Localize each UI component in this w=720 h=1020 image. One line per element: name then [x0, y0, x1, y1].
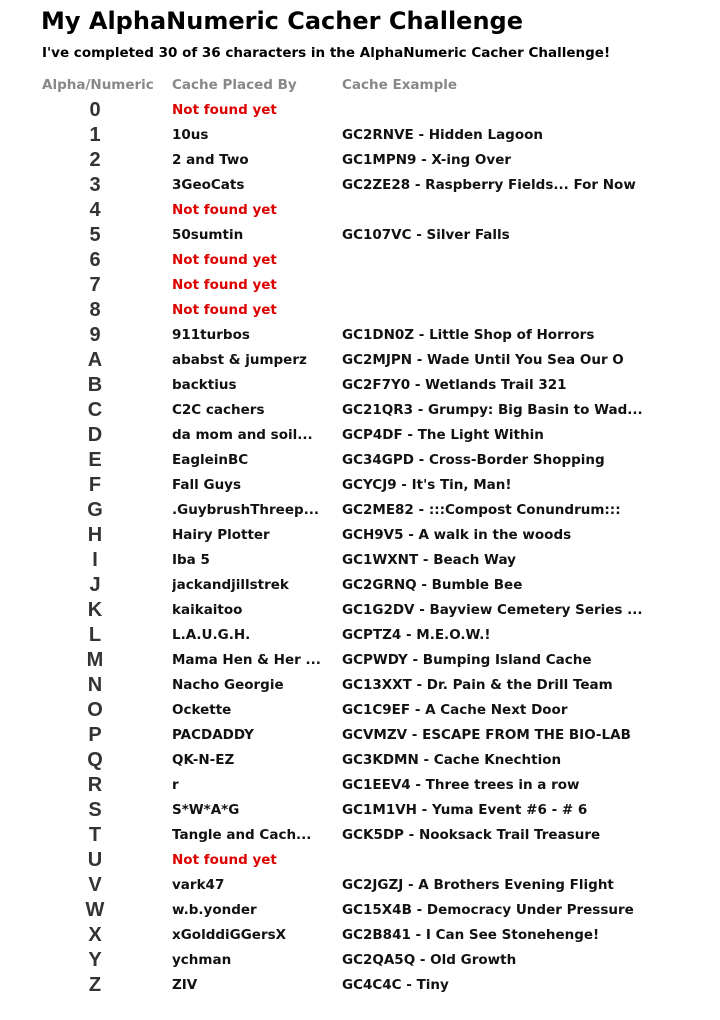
character-cell: G [87, 499, 103, 521]
character-cell: R [87, 774, 103, 796]
character-cell: P [88, 724, 102, 746]
cache-example-link[interactable]: GC2ME82 - :::Compost Conundrum::: [342, 502, 621, 518]
character-cell: C [87, 399, 103, 421]
not-found-status: Not found yet [172, 277, 277, 293]
placer-cell[interactable]: kaikaitoo [172, 602, 243, 618]
placer-cell[interactable]: ychman [172, 952, 232, 968]
not-found-status: Not found yet [172, 102, 277, 118]
table-row [0, 223, 720, 248]
table-row [0, 373, 720, 398]
cache-example-link[interactable]: GC2QA5Q - Old Growth [342, 952, 517, 968]
cache-example-link[interactable]: GC2RNVE - Hidden Lagoon [342, 127, 544, 143]
cache-example-link[interactable]: GCPTZ4 - M.E.O.W.! [342, 627, 491, 643]
character-cell: F [88, 474, 102, 496]
not-found-status: Not found yet [172, 252, 277, 268]
column-header-alpha-numeric: Alpha/Numeric [42, 77, 154, 93]
table-row [0, 448, 720, 473]
cache-example-link[interactable]: GCPWDY - Bumping Island Cache [342, 652, 592, 668]
table-row [0, 323, 720, 348]
placer-cell[interactable]: vark47 [172, 877, 225, 893]
character-cell: M [86, 649, 104, 671]
character-cell: A [87, 349, 103, 371]
cache-example-link[interactable]: GC1WXNT - Beach Way [342, 552, 516, 568]
character-cell: E [88, 449, 102, 471]
character-cell: T [88, 824, 102, 846]
not-found-status: Not found yet [172, 302, 277, 318]
progress-summary: I've completed 30 of 36 characters in the AlphaNumeric Cacher Challenge! [42, 45, 611, 61]
table-row [0, 573, 720, 598]
character-cell: V [88, 874, 102, 896]
character-cell: 8 [89, 299, 101, 321]
table-row [0, 348, 720, 373]
table-row [0, 273, 720, 298]
cache-example-link[interactable]: GC1MPN9 - X-ing Over [342, 152, 512, 168]
cache-example-link[interactable]: GCYCJ9 - It's Tin, Man! [342, 477, 512, 493]
cache-example-link[interactable]: GC15X4B - Democracy Under Pressure [342, 902, 634, 918]
table-row [0, 923, 720, 948]
placer-cell[interactable]: Ockette [172, 702, 232, 718]
table-row [0, 748, 720, 773]
character-cell: 4 [89, 199, 101, 221]
cache-example-link[interactable]: GC2GRNQ - Bumble Bee [342, 577, 523, 593]
not-found-status: Not found yet [172, 202, 277, 218]
character-cell: 9 [89, 324, 101, 346]
table-row [0, 498, 720, 523]
cache-example-link[interactable]: GC2F7Y0 - Wetlands Trail 321 [342, 377, 567, 393]
placer-cell[interactable]: ZIV [172, 977, 198, 993]
placer-cell[interactable]: PACDADDY [172, 727, 254, 743]
cache-example-link[interactable]: GC13XXT - Dr. Pain & the Drill Team [342, 677, 613, 693]
page-title: My AlphaNumeric Cacher Challenge [41, 7, 524, 35]
character-cell: N [87, 674, 103, 696]
character-cell: Y [88, 949, 102, 971]
placer-cell[interactable]: L.A.U.G.H. [172, 627, 251, 643]
table-row [0, 898, 720, 923]
character-cell: 5 [89, 224, 101, 246]
placer-cell[interactable]: .GuybrushThreep... [172, 502, 320, 518]
table-row [0, 773, 720, 798]
table-row [0, 823, 720, 848]
character-cell: H [87, 524, 103, 546]
placer-cell[interactable]: Hairy Plotter [172, 527, 270, 543]
character-cell: B [87, 374, 103, 396]
character-cell: L [88, 624, 102, 646]
cache-example-link[interactable]: GC2JGZJ - A Brothers Evening Flight [342, 877, 614, 893]
table-row [0, 123, 720, 148]
placer-cell[interactable]: 911turbos [172, 327, 250, 343]
table-row [0, 423, 720, 448]
table-row [0, 673, 720, 698]
placer-cell[interactable]: 2 and Two [172, 152, 249, 168]
table-row [0, 548, 720, 573]
cache-example-link[interactable]: GC4C4C - Tiny [342, 977, 449, 993]
placer-cell[interactable]: S*W*A*G [172, 802, 240, 818]
character-cell: W [85, 899, 105, 921]
table-row [0, 698, 720, 723]
placer-cell[interactable]: w.b.yonder [172, 902, 257, 918]
cache-example-link[interactable]: GC1DN0Z - Little Shop of Horrors [342, 327, 595, 343]
column-header-cache-example: Cache Example [342, 77, 458, 93]
table-row [0, 173, 720, 198]
not-found-status: Not found yet [172, 852, 277, 868]
table-row [0, 198, 720, 223]
placer-cell[interactable]: r [172, 777, 179, 793]
placer-cell[interactable]: EagleinBC [172, 452, 249, 468]
character-cell: 0 [89, 99, 101, 121]
placer-cell[interactable]: 50sumtin [172, 227, 244, 243]
placer-cell[interactable]: C2C cachers [172, 402, 265, 418]
cache-example-link[interactable]: GC2MJPN - Wade Until You Sea Our O [342, 352, 624, 368]
placer-cell[interactable]: ababst & jumperz [172, 352, 307, 368]
placer-cell[interactable]: 3GeoCats [172, 177, 245, 193]
cache-example-link[interactable]: GC3KDMN - Cache Knechtion [342, 752, 562, 768]
placer-cell[interactable]: xGolddiGGersX [172, 927, 287, 943]
placer-cell[interactable]: Nacho Georgie [172, 677, 284, 693]
table-row [0, 473, 720, 498]
character-cell: U [87, 849, 103, 871]
cache-example-link[interactable]: GCVMZV - ESCAPE FROM THE BIO-LAB [342, 727, 631, 743]
character-cell: 2 [89, 149, 101, 171]
cache-example-link[interactable]: GC2ZE28 - Raspberry Fields... For Now [342, 177, 636, 193]
character-cell: 7 [89, 274, 101, 296]
character-cell: S [88, 799, 102, 821]
placer-cell[interactable]: Mama Hen & Her ... [172, 652, 321, 668]
placer-cell[interactable]: backtius [172, 377, 237, 393]
cache-example-link[interactable]: GCP4DF - The Light Within [342, 427, 544, 443]
placer-cell[interactable]: da mom and soil... [172, 427, 313, 443]
cache-example-link[interactable]: GC107VC - Silver Falls [342, 227, 510, 243]
table-row [0, 148, 720, 173]
table-row [0, 948, 720, 973]
table-row [0, 848, 720, 873]
character-cell: O [87, 699, 103, 721]
character-cell: 6 [89, 249, 101, 271]
table-row [0, 598, 720, 623]
placer-cell[interactable]: Iba 5 [172, 552, 210, 568]
cache-example-link[interactable]: GC1G2DV - Bayview Cemetery Series ... [342, 602, 643, 618]
character-cell: K [87, 599, 103, 621]
placer-cell[interactable]: 10us [172, 127, 209, 143]
character-cell: I [92, 549, 98, 571]
column-header-cache-placed-by: Cache Placed By [172, 77, 297, 93]
table-row [0, 723, 720, 748]
table-row [0, 623, 720, 648]
table-row [0, 798, 720, 823]
character-cell: X [88, 924, 102, 946]
placer-cell[interactable]: Fall Guys [172, 477, 242, 493]
cache-example-link[interactable]: GC34GPD - Cross-Border Shopping [342, 452, 605, 468]
character-cell: D [87, 424, 103, 446]
table-row [0, 248, 720, 273]
character-cell: 1 [89, 124, 101, 146]
cache-example-link[interactable]: GCH9V5 - A walk in the woods [342, 527, 572, 543]
cache-example-link[interactable]: GC21QR3 - Grumpy: Big Basin to Wad... [342, 402, 643, 418]
character-cell: Z [88, 974, 102, 996]
table-row [0, 523, 720, 548]
table-row [0, 298, 720, 323]
cache-example-link[interactable]: GC2B841 - I Can See Stonehenge! [342, 927, 600, 943]
placer-cell[interactable]: QK-N-EZ [172, 752, 235, 768]
cache-example-link[interactable]: GCK5DP - Nooksack Trail Treasure [342, 827, 601, 843]
challenge-table [0, 98, 720, 998]
table-row [0, 398, 720, 423]
cache-example-link[interactable]: GC1EEV4 - Three trees in a row [342, 777, 580, 793]
table-row [0, 648, 720, 673]
table-row [0, 98, 720, 123]
table-row [0, 873, 720, 898]
character-cell: 3 [89, 174, 101, 196]
table-row [0, 973, 720, 998]
placer-cell[interactable]: jackandjillstrek [172, 577, 289, 593]
placer-cell[interactable]: Tangle and Cach... [172, 827, 312, 843]
cache-example-link[interactable]: GC1M1VH - Yuma Event #6 - # 6 [342, 802, 588, 818]
character-cell: Q [87, 749, 103, 771]
character-cell: J [89, 574, 101, 596]
cache-example-link[interactable]: GC1C9EF - A Cache Next Door [342, 702, 568, 718]
